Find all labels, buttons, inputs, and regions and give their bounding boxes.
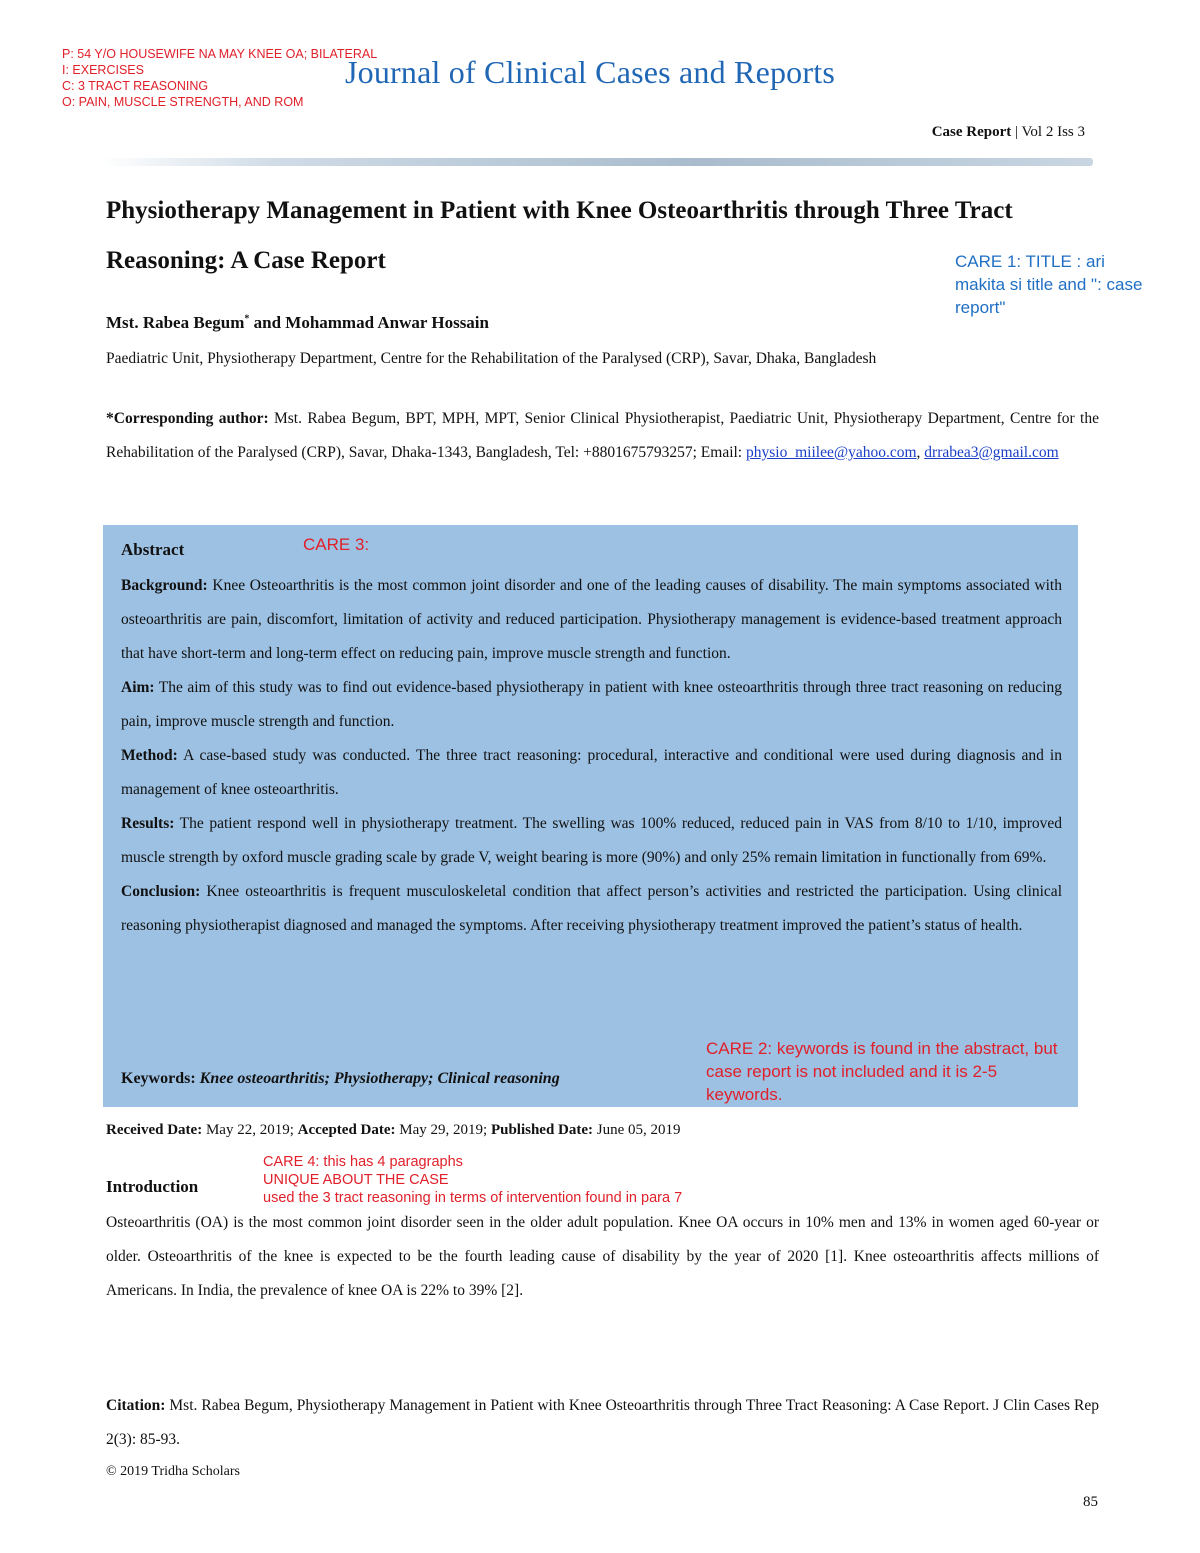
citation	[106, 1389, 1099, 1457]
aim-label: Aim:	[121, 679, 155, 696]
introduction-text: Osteoarthritis (OA) is the most common joint disorder seen in the older adult population. Knee OA occurs in 10% men and 13% in women aged 60-year or older. Osteoarthritis of the knee is expected to be the fourth leading cause of disability by the year of 2020 [1]. Knee osteoarthritis affects millions of Americans. In India, the prevalence of knee OA is 22% to 39% [2].	[106, 1214, 1099, 1299]
aim-text: The aim of this study was to find out evidence-based physiotherapy in patient with knee osteoarthritis through three tract reasoning on reducing pain, improve muscle strength and function.	[121, 679, 1062, 730]
results-text: The patient respond well in physiotherapy treatment. The swelling was 100% reduced, reduced pain in VAS from 8/10 to 1/10, improved muscle strength by oxford muscle grading scale by grade V, weight bearing is more (90%) and only 25% remain limitation in functionally from 69%.	[121, 815, 1062, 866]
article-title: Physiotherapy Management in Patient with Knee Osteoarthritis through Three Tract Reasoning: A Case Report	[106, 197, 1013, 274]
pico-line-p: P: 54 Y/O HOUSEWIFE NA MAY KNEE OA; BILATERAL	[62, 47, 378, 61]
citation-label: Citation:	[106, 1397, 166, 1414]
pico-line-i: I: EXERCISES	[62, 63, 144, 77]
care1-annotation: CARE 1: TITLE : ari makita si title and ": case report"	[955, 252, 1143, 317]
care4-line-2: UNIQUE ABOUT THE CASE	[263, 1172, 449, 1188]
care4-annotation	[263, 1153, 682, 1207]
abstract-background	[121, 569, 1062, 671]
pico-annotation	[62, 46, 377, 110]
article-type	[932, 124, 1085, 141]
care4-line-1: CARE 4: this has 4 paragraphs	[263, 1154, 463, 1170]
received-date: May 22, 2019;	[202, 1122, 298, 1138]
abstract-results	[121, 807, 1062, 875]
header-divider	[100, 158, 1093, 166]
accepted-label: Accepted Date:	[297, 1122, 396, 1138]
pico-line-c: C: 3 TRACT REASONING	[62, 79, 209, 93]
conclusion-text: Knee osteoarthritis is frequent musculoskeletal condition that affect person’s activities and restricted the participation. Using clinical reasoning physiotherapist diagnosed and managed the symptoms. After receiving physiotherapy treatment improved the patient’s status of health.	[121, 883, 1062, 934]
background-text: Knee Osteoarthritis is the most common joint disorder and one of the leading causes of disability. The main symptoms associated with osteoarthritis are pain, discomfort, limitation of activity and reduced participation. Physiotherapy management is evidence-based treatment approach that have short-term and long-term effect on reducing pain, improve muscle strength and function.	[121, 577, 1062, 662]
author-secondary: and Mohammad Anwar Hossain	[249, 313, 489, 332]
care2-annotation: CARE 2: keywords is found in the abstract, but case report is not included and it is 2-5 keywords.	[706, 1039, 1058, 1104]
email-separator: ,	[916, 444, 925, 461]
copyright: © 2019 Tridha Scholars	[106, 1464, 240, 1479]
background-label: Background:	[121, 577, 208, 594]
care4-line-3: used the 3 tract reasoning in terms of intervention found in para 7	[263, 1190, 683, 1206]
abstract-conclusion	[121, 875, 1062, 943]
care3-annotation: CARE 3:	[303, 535, 370, 554]
volume-issue: | Vol 2 Iss 3	[1011, 124, 1085, 140]
abstract-heading: Abstract	[121, 540, 185, 559]
received-label: Received Date:	[106, 1122, 203, 1138]
abstract-method	[121, 739, 1062, 807]
conclusion-label: Conclusion:	[121, 883, 201, 900]
email-link-1[interactable]: physio_miilee@yahoo.com	[746, 444, 917, 461]
pico-line-o: O: PAIN, MUSCLE STRENGTH, AND ROM	[62, 95, 304, 109]
published-date: June 05, 2019	[593, 1122, 681, 1138]
method-text: A case-based study was conducted. The three tract reasoning: procedural, interactive and conditional were used during diagnosis and in management of knee osteoarthritis.	[121, 747, 1062, 798]
article-type-label: Case Report	[931, 124, 1012, 140]
accepted-date: May 29, 2019;	[395, 1122, 491, 1138]
corresponding-label: *Corresponding author:	[106, 410, 269, 427]
authors	[106, 313, 489, 333]
journal-name: Journal of Clinical Cases and Reports	[345, 54, 835, 90]
corresponding-text: Mst. Rabea Begum, BPT, MPH, MPT, Senior Clinical Physiotherapist, Paediatric Unit, Physiotherapy Department, Centre for the Rehabilitation of the Paralysed (CRP), Savar, Dhaka-1343, Bangladesh, Tel: +8801675793257; Email:	[106, 410, 1099, 461]
affiliation: Paediatric Unit, Physiotherapy Department, Centre for the Rehabilitation of the Paralysed (CRP), Savar, Dhaka, Bangladesh	[106, 350, 877, 367]
page-number: 85	[1083, 1494, 1098, 1510]
keywords	[121, 1070, 560, 1088]
abstract-aim	[121, 671, 1062, 739]
citation-text: Mst. Rabea Begum, Physiotherapy Management in Patient with Knee Osteoarthritis through Three Tract Reasoning: A Case Report. J Clin Cases Rep 2(3): 85-93.	[106, 1397, 1099, 1448]
abstract-body	[121, 569, 1062, 943]
email-link-2[interactable]: drrabea3@gmail.com	[924, 444, 1059, 461]
keywords-label: Keywords:	[121, 1070, 196, 1087]
publication-dates	[106, 1122, 681, 1139]
introduction-heading: Introduction	[106, 1177, 199, 1196]
author-primary: Mst. Rabea Begum	[106, 313, 245, 332]
results-label: Results:	[121, 815, 175, 832]
keywords-list: Knee osteoarthritis; Physiotherapy; Clinical reasoning	[195, 1070, 560, 1087]
method-label: Method:	[121, 747, 178, 764]
corresponding-author	[106, 402, 1099, 470]
abstract-box	[103, 525, 1078, 1107]
published-label: Published Date:	[490, 1122, 594, 1138]
corresponding-mark: *	[244, 313, 250, 325]
